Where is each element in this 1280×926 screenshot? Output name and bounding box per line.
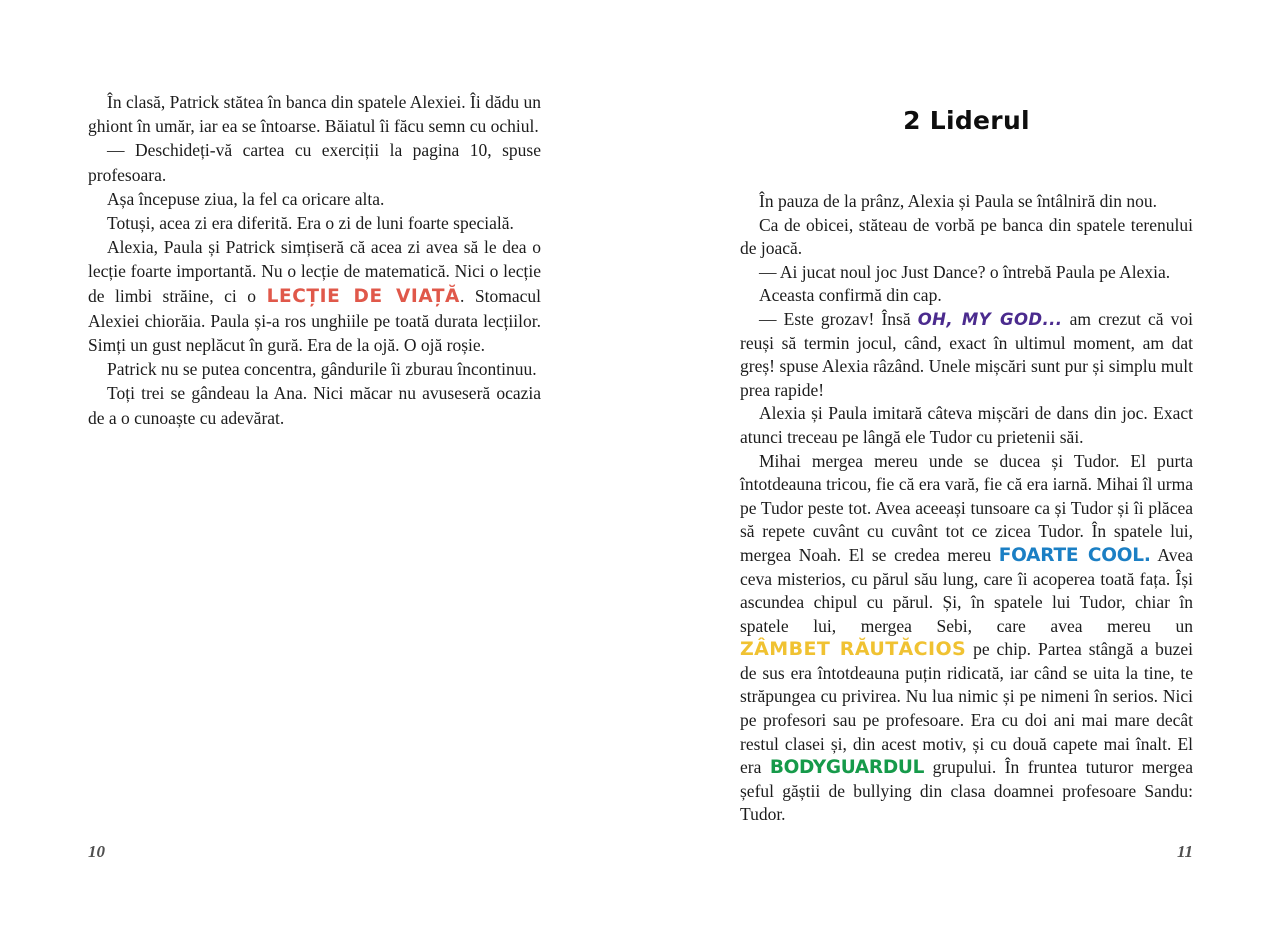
paragraph-segment: Mihai mergea mereu unde se ducea și Tudor. El purta întotdeauna tricou, fie că era vară, fie că era iarnă. Mihai îl urma pe Tudor peste tot. Avea aceeași tunsoare ca și Tudor și îi plăcea să repete cuvânt cu cuvânt tot ce zicea Tudor. În spatele lui, mergea Noah. El se credea mereu (740, 450, 1193, 565)
paragraph: În clasă, Patrick stătea în banca din spatele Alexiei. Îi dădu un ghiont în umăr, iar ea se întoarse. Băiatul îi făcu semn cu ochiul. (88, 92, 541, 137)
paragraph-segment: am crezut că voi reuși să termin jocul, când, exact în ultimul moment, am dat greș! spuse Alexia râzând. Unele mișcări sunt pur și simplu mult prea rapide! (740, 308, 1193, 400)
highlight-lectie-de-viata: LECȚIE DE VIAȚĂ (266, 285, 460, 307)
paragraph-segment: Avea ceva misterios, cu părul său lung, care îi acoperea toată fața. Își ascundea chipul cu părul. Și, în spatele lui Tudor, chiar în spatele lui, mergea Sebi, care avea mereu un (740, 544, 1193, 636)
paragraph-segment: — Este grozav! Însă (759, 308, 918, 329)
paragraph: Aceasta confirmă din cap. (759, 285, 942, 306)
paragraph: Toți trei se gândeau la Ana. Nici măcar nu avuseseră ocazia de a o cunoaște cu adevărat. (88, 383, 541, 428)
paragraph-segment: pe chip. Partea stângă a buzei de sus era întotdeauna puțin ridicată, iar când se uita la tine, te străpungea cu privirea. Nu lua nimic și pe nimeni în serios. Nici pe profesori sau pe profesoare. Era cu doi ani mai mare decât restul clasei și, din acest motiv, și cu două capete mai înalt. El era (740, 639, 1193, 778)
paragraph-dialogue (740, 308, 1193, 402)
right-page-text-column (740, 190, 1193, 827)
paragraph-segment: . Stomacul Alexiei chiorăia. Paula și-a ros unghiile pe toată durata lecțiilor. Simți un gust neplăcut în gură. Era de la ojă. O ojă roșie. (88, 285, 541, 356)
page-number-right: 11 (1176, 842, 1193, 861)
paragraph-segment: grupului. În fruntea tuturor mergea șeful găștii de bullying din clasa doamnei profesoare Sandu: Tudor. (740, 757, 1193, 825)
paragraph-dialogue: — Ai jucat noul joc Just Dance? o întrebă Paula pe Alexia. (759, 261, 1171, 282)
paragraph: Alexia și Paula imitară câteva mișcări de dans din joc. Exact atunci treceau pe lângă ele Tudor cu prietenii săi. (740, 403, 1193, 447)
highlight-bodyguardul: BODYGUARDUL (769, 757, 925, 779)
paragraph: Ca de obicei, stăteau de vorbă pe banca din spatele terenului de joacă. (740, 214, 1193, 259)
paragraph-dialogue: — Deschideți-vă cartea cu exerciții la pagina 10, spuse profesoara. (88, 140, 541, 185)
page-number-left: 10 (88, 842, 105, 861)
highlight-foarte-cool: FOARTE COOL. (998, 544, 1151, 566)
paragraph-segment: Alexia, Paula și Patrick simțiseră că acea zi avea să le dea o lecție foarte importantă. Nu o lecție de matematică. Nici o lecție de limbi străine, ci o (88, 237, 541, 306)
paragraph (740, 450, 1193, 828)
chapter-heading: 2 Liderul (903, 106, 1030, 135)
paragraph: În pauza de la prânz, Alexia și Paula se întâlniră din nou. (759, 191, 1157, 211)
highlight-oh-my-god: OH, MY GOD... (917, 309, 1063, 329)
paragraph: Totuși, acea zi era diferită. Era o zi de luni foarte specială. (107, 213, 514, 234)
paragraph: Patrick nu se putea concentra, gândurile îi zburau încontinuu. (107, 359, 537, 380)
left-page-text-column (88, 90, 541, 430)
highlight-zambet-rautacios: ZÂMBET RĂUTĂCIOS (740, 638, 967, 661)
paragraph: Așa începuse ziua, la fel ca oricare alta. (107, 188, 385, 209)
paragraph (88, 235, 541, 357)
